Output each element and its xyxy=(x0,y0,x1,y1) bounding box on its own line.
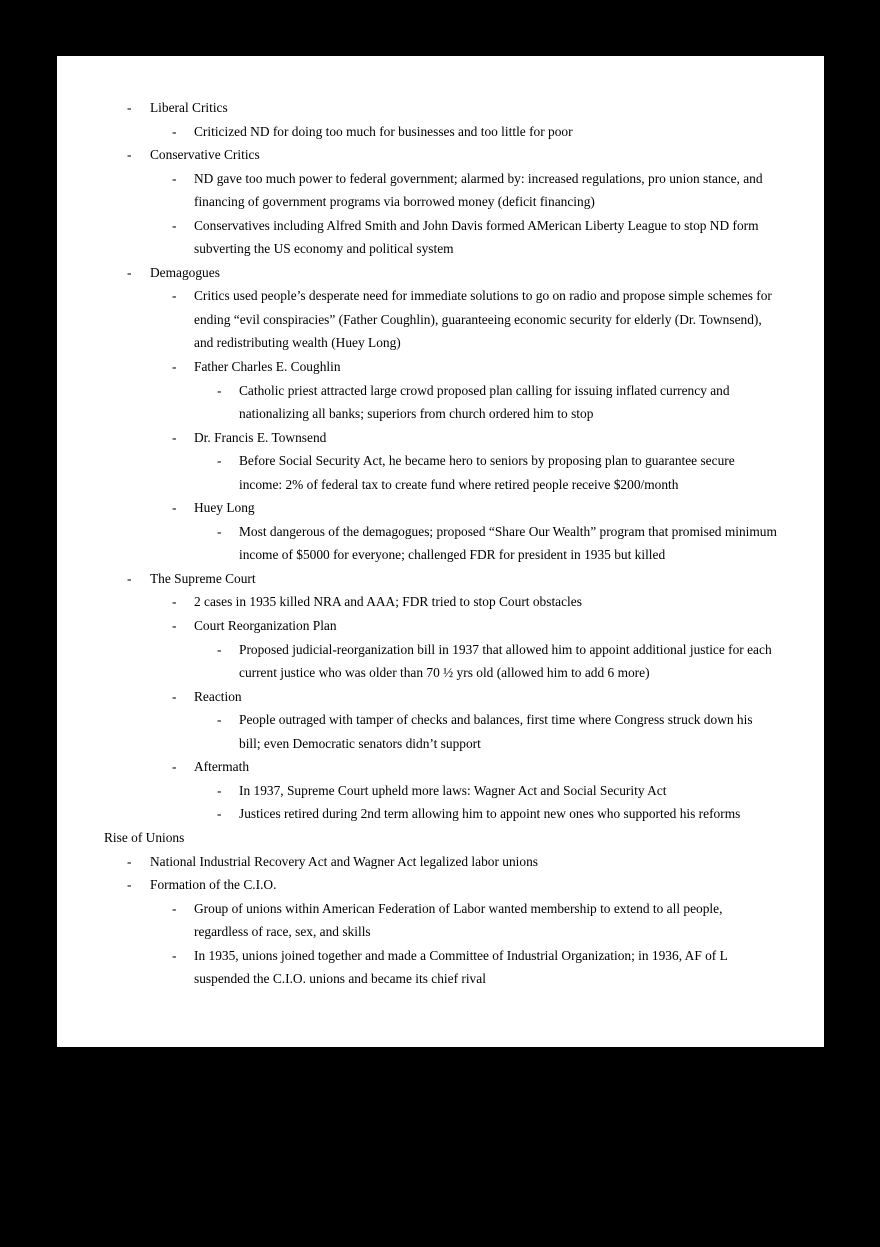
bullet-hyphen: - xyxy=(172,217,177,233)
outline-item-text: 2 cases in 1935 killed NRA and AAA; FDR tried to stop Court obstacles xyxy=(194,594,582,610)
bullet-hyphen: - xyxy=(127,147,132,163)
bullet-hyphen: - xyxy=(217,782,222,798)
outline-item-text: Demagogues xyxy=(150,264,220,280)
outline-item-text: Father Charles E. Coughlin xyxy=(194,359,341,375)
outline-item xyxy=(104,755,777,779)
outline-item xyxy=(104,850,777,874)
outline-item-text: Rise of Unions xyxy=(104,829,185,845)
outline-item-text: National Industrial Recovery Act and Wagner Act legalized labor unions xyxy=(150,853,538,869)
outline-item xyxy=(104,802,777,826)
outline-item-text: Criticized ND for doing too much for businesses and too little for poor xyxy=(194,123,573,139)
bullet-hyphen: - xyxy=(172,500,177,516)
outline-item xyxy=(104,167,777,214)
outline-item xyxy=(104,685,777,709)
bullet-hyphen: - xyxy=(172,947,177,963)
outline-item xyxy=(104,96,777,120)
outline-item-text: Most dangerous of the demagogues; proposed “Share Our Wealth” program that promised minimum income of $5000 for everyone; challenged FDR for president in 1935 but killed xyxy=(239,523,777,563)
outline-item-text: Huey Long xyxy=(194,500,255,516)
outline-item-text: In 1937, Supreme Court upheld more laws: Wagner Act and Social Security Act xyxy=(239,782,667,798)
outline-item-text: Group of unions within American Federation of Labor wanted membership to extend to all people, regardless of race, sex, and skills xyxy=(194,900,723,940)
outline-item xyxy=(104,120,777,144)
outline-item-text: Aftermath xyxy=(194,759,250,775)
document-page xyxy=(57,56,824,1047)
outline-item xyxy=(104,826,777,850)
outline-item-text: The Supreme Court xyxy=(150,570,256,586)
bullet-hyphen: - xyxy=(127,100,132,115)
bullet-hyphen: - xyxy=(127,877,132,893)
bullet-hyphen: - xyxy=(217,712,222,728)
bullet-hyphen: - xyxy=(172,759,177,775)
outline-item xyxy=(104,449,777,496)
outline-item-text: Conservatives including Alfred Smith and John Davis formed AMerican Liberty League to stop ND form subverting the US economy and political system xyxy=(194,217,759,257)
outline-item-text: Dr. Francis E. Townsend xyxy=(194,429,327,445)
bullet-hyphen: - xyxy=(127,853,132,869)
outline-item xyxy=(104,944,777,991)
outline-item xyxy=(104,520,777,567)
outline-item xyxy=(104,496,777,520)
outline-item-text: ND gave too much power to federal government; alarmed by: increased regulations, pro union stance, and financing of government programs via borrowed money (deficit financing) xyxy=(194,170,763,210)
bullet-hyphen: - xyxy=(172,594,177,610)
outline-item-text: Liberal Critics xyxy=(150,100,228,115)
outline-item-text: Formation of the C.I.O. xyxy=(150,877,277,893)
outline-item-text: Proposed judicial-reorganization bill in 1937 that allowed him to appoint additional justice for each current justice who was older than 70 ½ yrs old (allowed him to add 6 more) xyxy=(239,641,772,681)
bullet-hyphen: - xyxy=(172,288,177,304)
outline-item-text: In 1935, unions joined together and made a Committee of Industrial Organization; in 1936, AF of L suspended the C.I.O. unions and became its chief rival xyxy=(194,947,728,987)
bullet-hyphen: - xyxy=(217,523,222,539)
outline-item xyxy=(104,379,777,426)
bullet-hyphen: - xyxy=(127,264,132,280)
bullet-hyphen: - xyxy=(172,900,177,916)
outline-item-text: Court Reorganization Plan xyxy=(194,618,337,634)
outline-item xyxy=(104,779,777,803)
outline-item-text: Catholic priest attracted large crowd proposed plan calling for issuing inflated currency and nationalizing all banks; superiors from church ordered him to stop xyxy=(239,382,730,422)
outline-item xyxy=(104,355,777,379)
outline-item xyxy=(104,214,777,261)
bullet-hyphen: - xyxy=(172,123,177,139)
outline-item-text: People outraged with tamper of checks and balances, first time where Congress struck down his bill; even Democratic senators didn’t support xyxy=(239,712,753,751)
outline-item-text: Reaction xyxy=(194,688,242,704)
outline-item xyxy=(104,708,777,755)
outline-item xyxy=(104,590,777,614)
outline-item-text: Critics used people’s desperate need for immediate solutions to go on radio and propose simple schemes for ending “evil conspiracies” (Father Coughlin), guaranteeing economic security for elderly (Dr. Townsend), and redistributing wealth (Huey Long) xyxy=(194,288,772,351)
outline-item-text: Conservative Critics xyxy=(150,147,260,163)
bullet-hyphen: - xyxy=(217,641,222,657)
outline-item xyxy=(104,873,777,897)
bullet-hyphen: - xyxy=(172,359,177,375)
bullet-hyphen: - xyxy=(127,570,132,586)
outline-item xyxy=(104,614,777,638)
outline-item xyxy=(104,261,777,285)
bullet-hyphen: - xyxy=(172,688,177,704)
outline-item xyxy=(104,567,777,591)
outline-list xyxy=(104,96,777,991)
bullet-hyphen: - xyxy=(172,170,177,186)
bullet-hyphen: - xyxy=(217,806,222,822)
bullet-hyphen: - xyxy=(172,429,177,445)
bullet-hyphen: - xyxy=(172,618,177,634)
outline-item xyxy=(104,284,777,355)
outline-item-text: Before Social Security Act, he became hero to seniors by proposing plan to guarantee secure income: 2% of federal tax to create fund where retired people receive $200/month xyxy=(239,453,735,492)
outline-item xyxy=(104,426,777,450)
outline-item xyxy=(104,638,777,685)
bullet-hyphen: - xyxy=(217,382,222,398)
outline-item xyxy=(104,897,777,944)
bullet-hyphen: - xyxy=(217,453,222,469)
outline-item xyxy=(104,143,777,167)
outline-item-text: Justices retired during 2nd term allowing him to appoint new ones who supported his reforms xyxy=(239,806,741,822)
